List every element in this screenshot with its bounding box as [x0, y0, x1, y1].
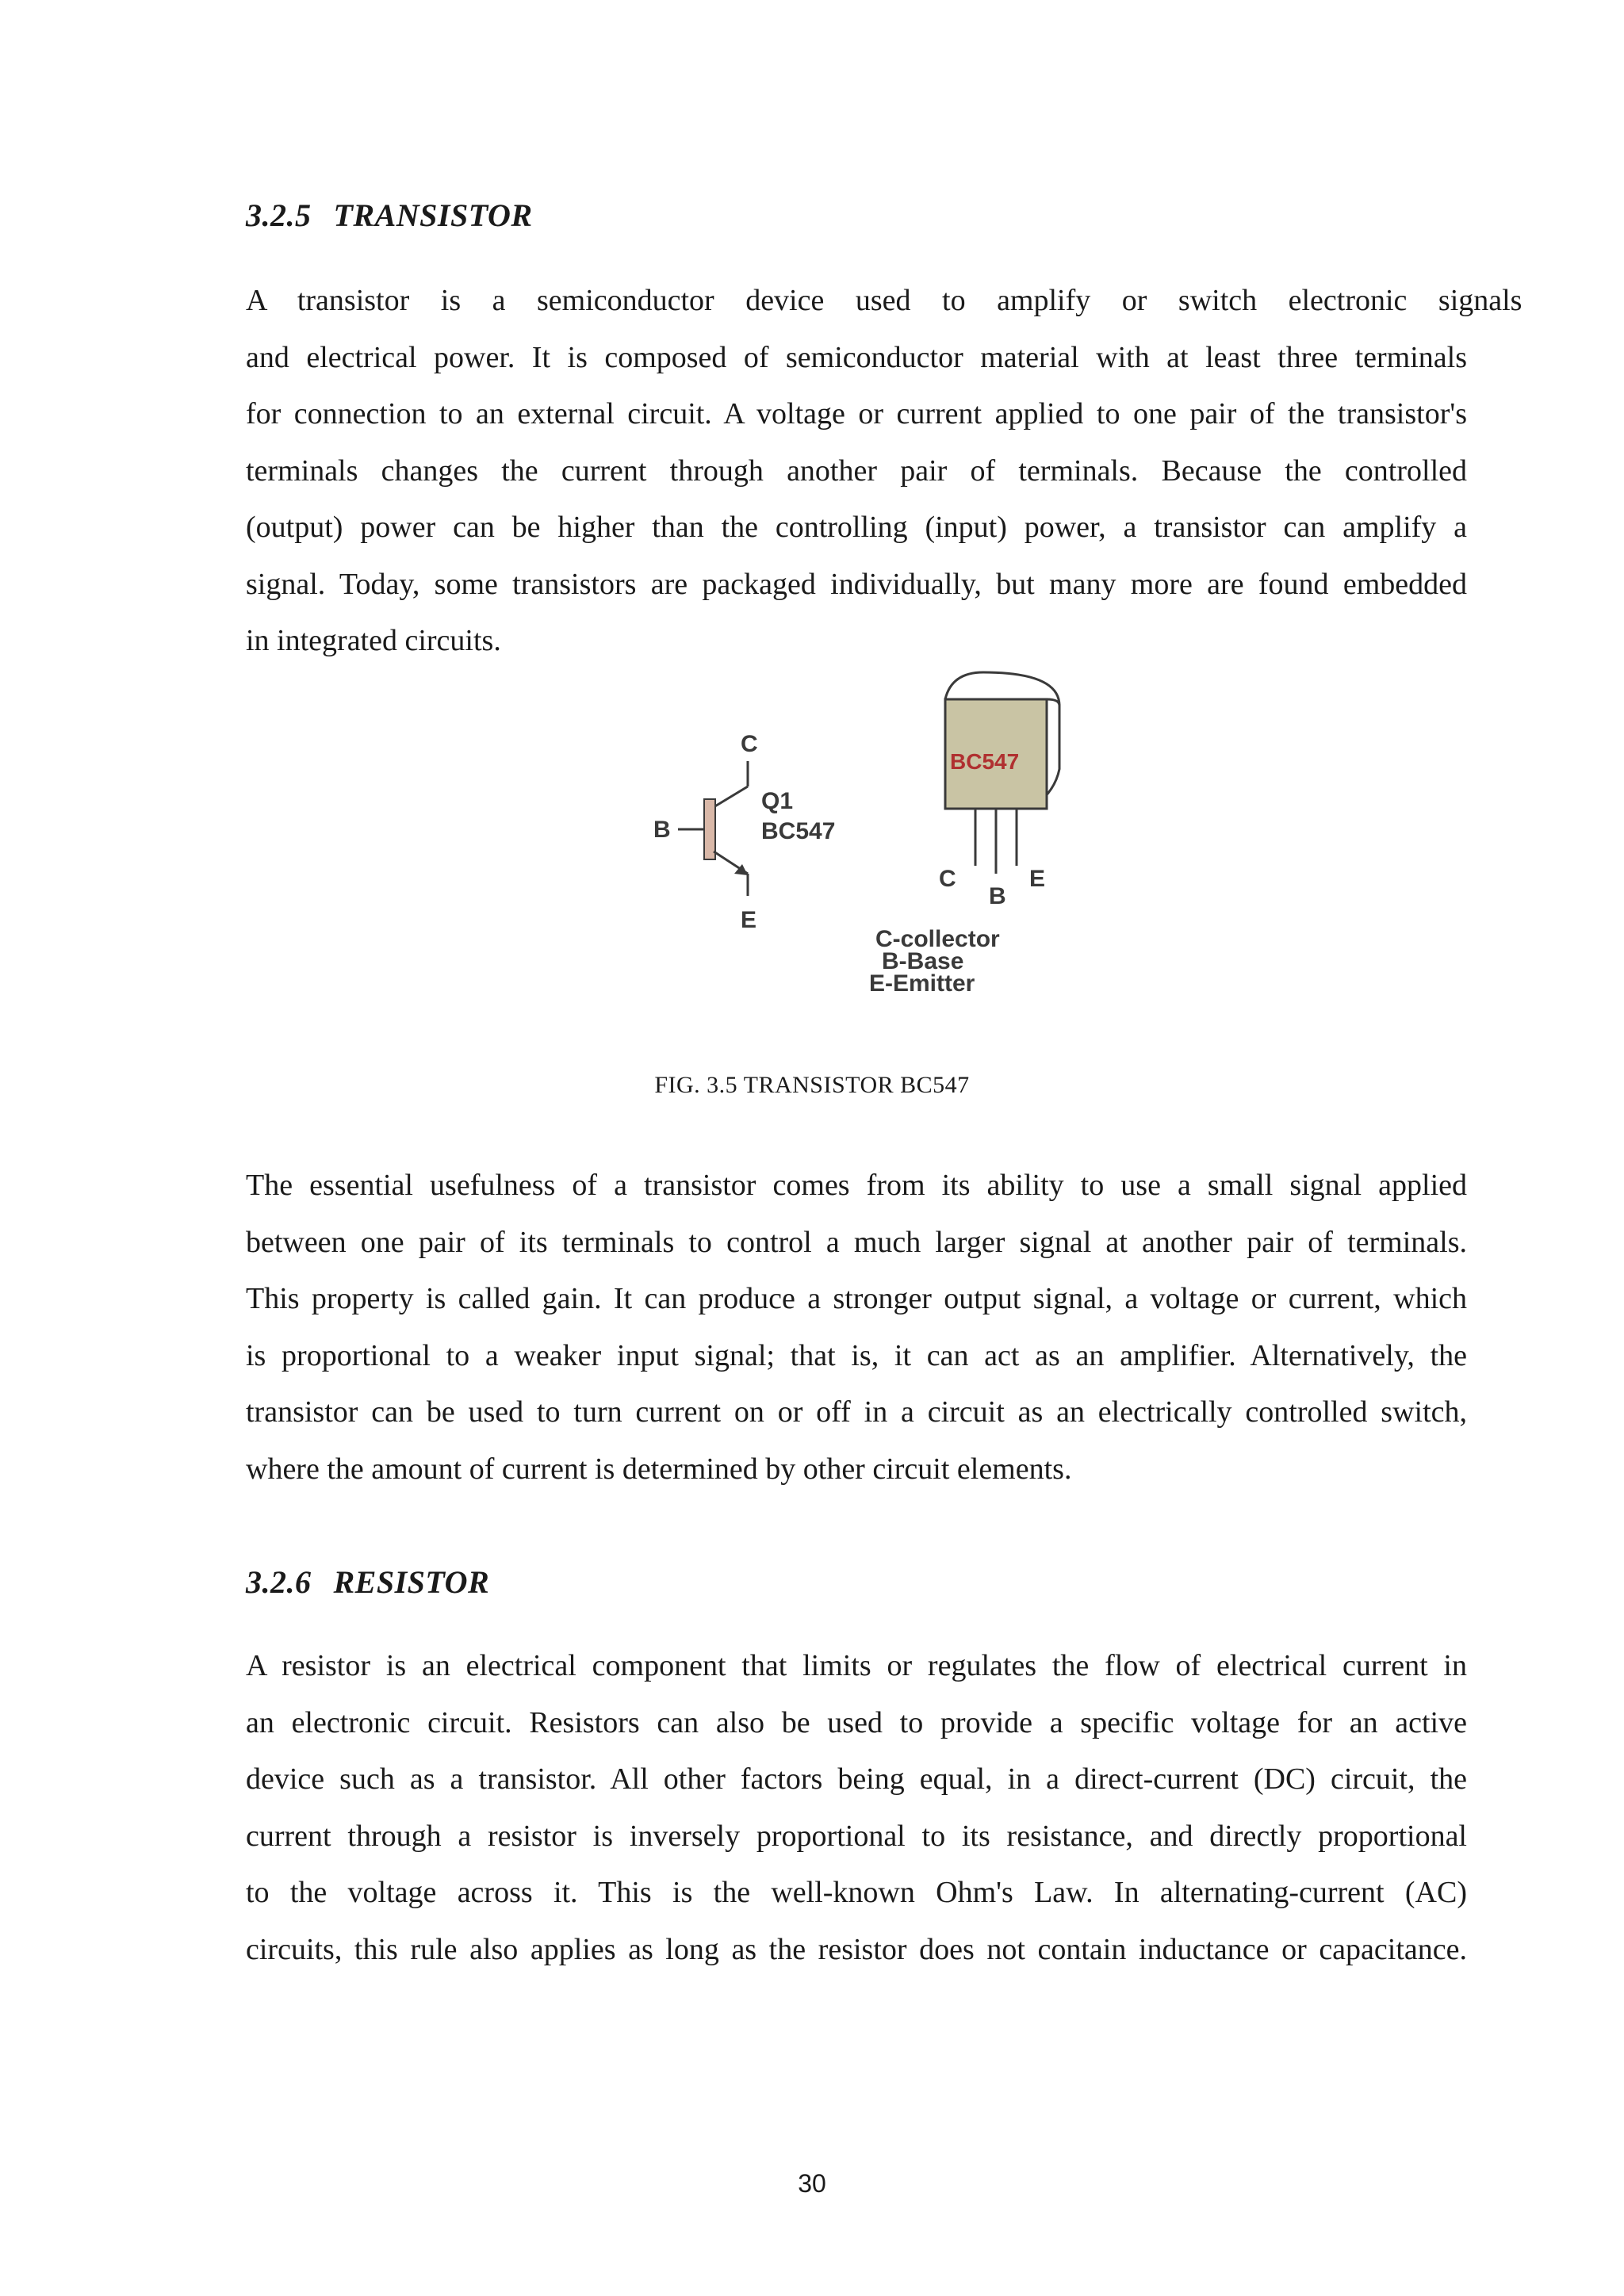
- paragraph-line: current through a resistor is inversely proportional to its resistance, and directly proportional: [246, 1819, 1467, 1853]
- section-title: TRANSISTOR: [333, 197, 533, 233]
- package-marking: BC547: [950, 749, 1020, 774]
- paragraph-line: terminals changes the current through another pair of terminals. Because the controlled: [246, 453, 1467, 488]
- symbol-label-collector: C: [741, 731, 758, 757]
- section-title: RESISTOR: [333, 1564, 490, 1600]
- paragraph-line: in integrated circuits.: [246, 624, 501, 657]
- paragraph-line: signal. Today, some transistors are packaged individually, but many more are found embedded: [246, 567, 1467, 601]
- symbol-label-base: B: [653, 817, 671, 843]
- paragraph-line: (output) power can be higher than the controlling (input) power, a transistor can amplify a: [246, 511, 1467, 544]
- section-number: 3.2.6: [246, 1564, 312, 1600]
- symbol-part: BC547: [761, 818, 836, 844]
- paragraph-line: circuits, this rule also applies as long as the resistor does not contain inductance or capacitance.: [246, 1932, 1467, 1966]
- section-number: 3.2.5: [246, 197, 312, 233]
- paragraph-resistor: [246, 1638, 1467, 1978]
- base-bar: [704, 799, 715, 859]
- paragraph-line: is proportional to a weaker input signal; that is, it can act as an amplifier. Alternatively, the: [246, 1338, 1467, 1372]
- pin-legend: [869, 926, 1000, 997]
- symbol-label-emitter: E: [741, 907, 757, 933]
- paragraph-line: A transistor is a semiconductor device used to amplify or switch electronic signals: [246, 284, 1522, 317]
- transistor-package: [939, 672, 1059, 909]
- section-heading-resistor: [246, 1563, 489, 1601]
- symbol-ref: Q1: [761, 788, 794, 814]
- package-pin-b: B: [989, 883, 1006, 909]
- paragraph-line: device such as a transistor. All other factors being equal, in a direct-current (DC) circuit, the: [246, 1762, 1467, 1796]
- paragraph-line: transistor can be used to turn current on or off in a circuit as an electrically controlled switch,: [246, 1395, 1467, 1429]
- legend-collector: C-collector: [875, 926, 1000, 952]
- paragraph-line: This property is called gain. It can produce a stronger output signal, a voltage or current, which: [246, 1282, 1467, 1315]
- paragraph-transistor-gain: [246, 1158, 1467, 1498]
- legend-emitter: E-Emitter: [869, 970, 975, 997]
- paragraph-transistor-intro: [246, 273, 1522, 670]
- collector-line: [714, 786, 748, 807]
- paragraph-line: between one pair of its terminals to control a much larger signal at another pair of terminals.: [246, 1225, 1467, 1259]
- paragraph-line: an electronic circuit. Resistors can also be used to provide a specific voltage for an active: [246, 1705, 1467, 1739]
- package-pin-e: E: [1029, 866, 1046, 892]
- paragraph-line: to the voltage across it. This is the well-known Ohm's Law. In alternating-current (AC): [246, 1876, 1467, 1909]
- transistor-figure: [634, 666, 1078, 1015]
- page-number: 30: [798, 2169, 826, 2198]
- paragraph-line: A resistor is an electrical component that limits or regulates the flow of electrical current in: [246, 1649, 1467, 1682]
- paragraph-line: where the amount of current is determined by other circuit elements.: [246, 1452, 1072, 1486]
- transistor-symbol: [653, 731, 835, 933]
- paragraph-line: for connection to an external circuit. A voltage or current applied to one pair of the transistor's: [246, 397, 1467, 430]
- legend-base: B-Base: [882, 948, 964, 974]
- figure-caption: FIG. 3.5 TRANSISTOR BC547: [654, 1072, 970, 1098]
- package-pin-c: C: [939, 866, 956, 892]
- paragraph-line: and electrical power. It is composed of semiconductor material with at least three terminals: [246, 340, 1467, 374]
- paragraph-line: The essential usefulness of a transistor comes from its ability to use a small signal applied: [246, 1169, 1467, 1202]
- section-heading-transistor: [246, 197, 533, 234]
